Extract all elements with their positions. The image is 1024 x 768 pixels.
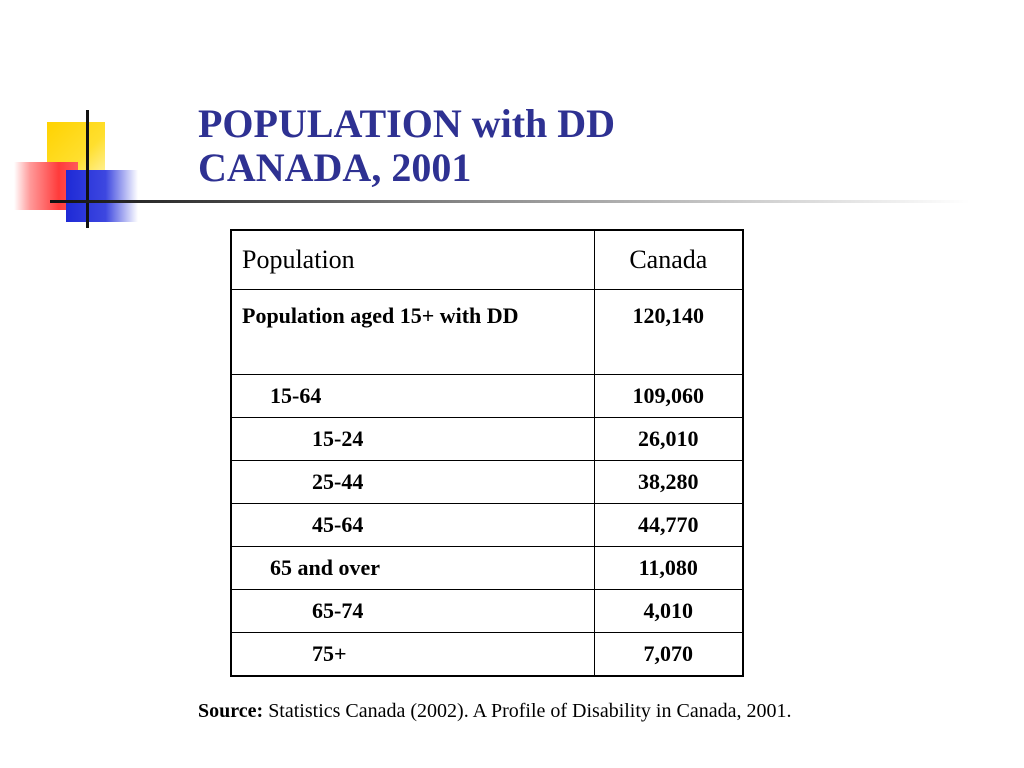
source-label: Source:	[198, 700, 264, 722]
row-value: 44,770	[594, 504, 743, 547]
source-text: Statistics Canada (2002). A Profile of Disability in Canada, 2001.	[268, 700, 792, 722]
row-label: 15-24	[231, 418, 594, 461]
table-row	[231, 290, 743, 375]
table-row	[231, 461, 743, 504]
row-label: 65 and over	[231, 547, 594, 590]
blue-square-shape	[66, 170, 138, 222]
title-underline-rule	[50, 200, 970, 203]
row-label: Population aged 15+ with DD	[231, 290, 594, 375]
source-citation	[198, 700, 791, 723]
column-header-population: Population	[231, 230, 594, 290]
table-row	[231, 504, 743, 547]
row-label: 75+	[231, 633, 594, 677]
table-row	[231, 547, 743, 590]
row-label: 65-74	[231, 590, 594, 633]
table-row	[231, 633, 743, 677]
column-header-canada: Canada	[594, 230, 743, 290]
slide-title-line-1: POPULATION with DD	[198, 101, 616, 146]
table-row	[231, 418, 743, 461]
table-header-row	[231, 230, 743, 290]
row-value: 4,010	[594, 590, 743, 633]
row-label: 45-64	[231, 504, 594, 547]
row-value: 26,010	[594, 418, 743, 461]
population-table	[230, 229, 744, 677]
row-label: 15-64	[231, 375, 594, 418]
row-value: 7,070	[594, 633, 743, 677]
slide-title	[198, 102, 615, 190]
row-value: 120,140	[594, 290, 743, 375]
table-row	[231, 375, 743, 418]
row-value: 38,280	[594, 461, 743, 504]
vertical-rule	[86, 110, 89, 228]
table-row	[231, 590, 743, 633]
row-label: 25-44	[231, 461, 594, 504]
row-value: 11,080	[594, 547, 743, 590]
slide-title-line-2: CANADA, 2001	[198, 145, 472, 190]
row-value: 109,060	[594, 375, 743, 418]
